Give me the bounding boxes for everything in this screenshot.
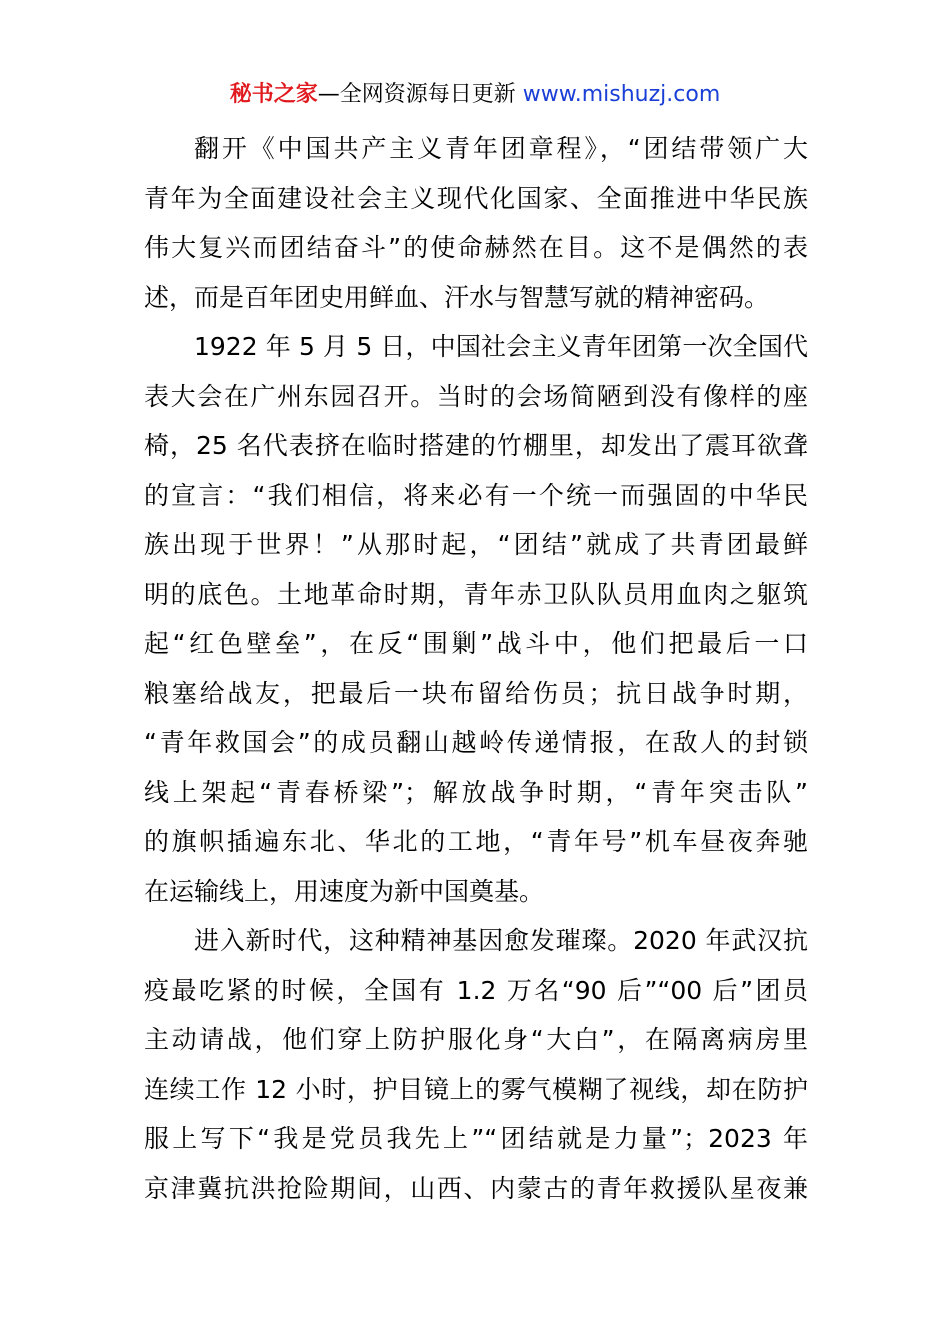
paragraph-3-line-6: 京津冀抗洪抢险期间，山西、内蒙古的青年救援队星夜兼 bbox=[144, 1173, 808, 1203]
paragraph-2-line-10: 线上架起“青春桥梁”；解放战争时期，“青年突击队” bbox=[144, 777, 808, 807]
paragraph-2-line-3: 椅，25 名代表挤在临时搭建的竹棚里，却发出了震耳欲聋 bbox=[144, 431, 808, 460]
paragraph-2-line-9: “青年救国会”的成员翻山越岭传递情报，在敌人的封锁 bbox=[144, 728, 808, 757]
paragraph-2-line-5: 族出现于世界！”从那时起，“团结”就成了共青团最鲜 bbox=[144, 530, 808, 559]
paragraph-2-line-12: 在运输线上，用速度为新中国奠基。 bbox=[144, 876, 545, 906]
header-tagline: —全网资源每日更新 bbox=[317, 82, 523, 107]
paragraph-2-line-8: 粮塞给战友，把最后一块布留给伤员；抗日战争时期， bbox=[144, 678, 808, 708]
paragraph-3-line-5: 服上写下“我是党员我先上”“团结就是力量”；2023 年 bbox=[144, 1124, 808, 1153]
paragraph-2-line-1: 1922 年 5 月 5 日，中国社会主义青年团第一次全国代 bbox=[194, 332, 808, 361]
paragraph-1-line-4: 述，而是百年团史用鲜血、汗水与智慧写就的精神密码。 bbox=[144, 282, 770, 312]
paragraph-2-line-7: 起“红色壁垒”，在反“围剿”战斗中，他们把最后一口 bbox=[144, 629, 808, 658]
paragraph-1-line-1: 翻开《中国共产主义青年团章程》，“团结带领广大 bbox=[194, 134, 808, 163]
paragraph-2-line-2: 表大会在广州东园召开。当时的会场简陋到没有像样的座 bbox=[144, 381, 808, 411]
paragraph-1-line-2: 青年为全面建设社会主义现代化国家、全面推进中华民族 bbox=[144, 183, 808, 213]
paragraph-3-line-1: 进入新时代，这种精神基因愈发璀璨。2020 年武汉抗 bbox=[194, 926, 808, 955]
paragraph-2-line-6: 明的底色。土地革命时期，青年赤卫队队员用血肉之躯筑 bbox=[144, 579, 808, 609]
article-body bbox=[144, 124, 808, 1213]
paragraph-3-line-3: 主动请战，他们穿上防护服化身“大白”，在隔离病房里 bbox=[144, 1025, 808, 1054]
brand-name: 秘书之家 bbox=[229, 82, 318, 107]
page-header bbox=[0, 80, 950, 110]
paragraph-3-line-4: 连续工作 12 小时，护目镜上的雾气模糊了视线，却在防护 bbox=[144, 1074, 808, 1104]
site-url-link[interactable]: www.mishuzj.com bbox=[522, 82, 721, 107]
paragraph-2-line-11: 的旗帜插遍东北、华北的工地，“青年号”机车昼夜奔驰 bbox=[144, 827, 808, 856]
paragraph-2-line-4: 的宣言：“我们相信，将来必有一个统一而强固的中华民 bbox=[144, 480, 808, 510]
paragraph-1-line-3: 伟大复兴而团结奋斗”的使命赫然在目。这不是偶然的表 bbox=[144, 233, 808, 262]
paragraph-3-line-2: 疫最吃紧的时候，全国有 1.2 万名“90 后”“00 后”团员 bbox=[144, 975, 808, 1005]
